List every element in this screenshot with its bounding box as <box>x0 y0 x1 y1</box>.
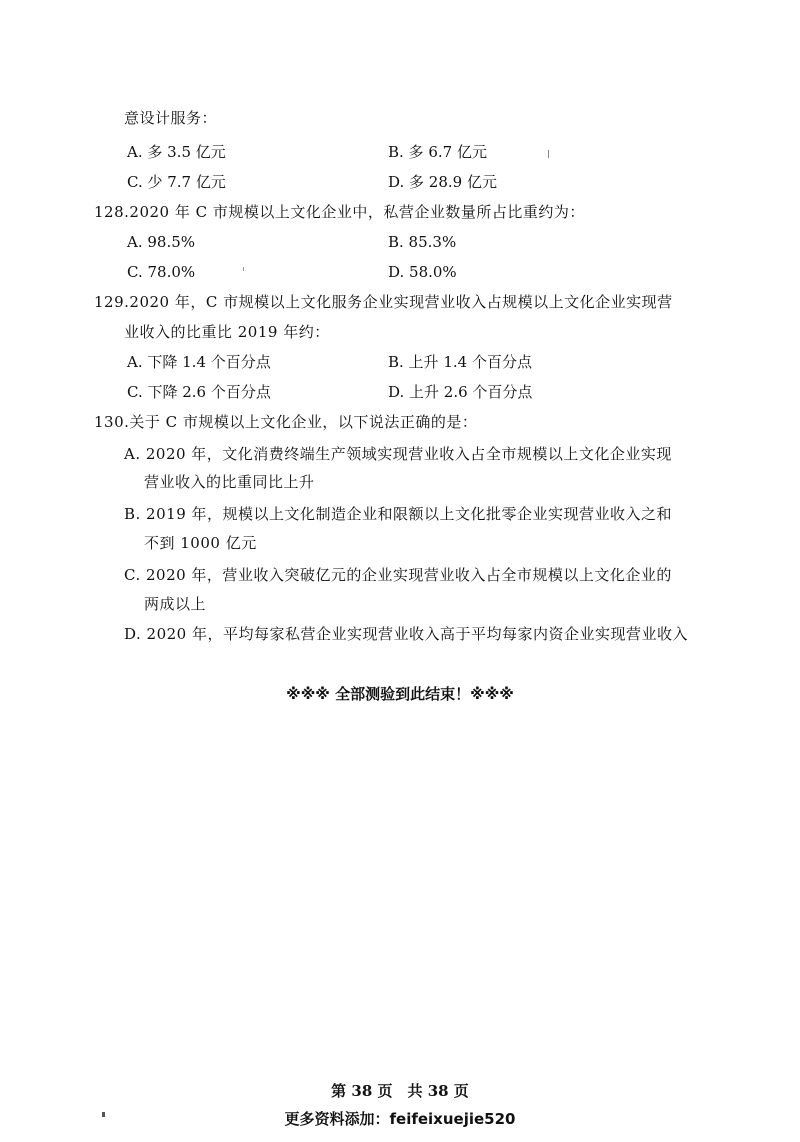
q129-option-d: D. 上升 2.6 个百分点 <box>388 383 533 401</box>
q129-option-b: B. 上升 1.4 个百分点 <box>388 353 532 371</box>
scan-speck <box>548 150 549 158</box>
q130-option-b-line1: B. 2019 年，规模以上文化制造企业和限额以上文化批零企业实现营业收入之和 <box>124 505 673 523</box>
q130-option-c-line1: C. 2020 年，营业收入突破亿元的企业实现营业收入占全市规模以上文化企业的 <box>124 566 672 584</box>
q130-option-c-line2: 两成以上 <box>144 595 207 613</box>
q128-option-c: C. 78.0% <box>127 263 196 281</box>
q128-option-b: B. 85.3% <box>388 233 457 251</box>
q127-option-d: D. 多 28.9 亿元 <box>388 173 497 191</box>
contact-line: 更多资料添加：feifeixuejie520 <box>284 1110 516 1128</box>
q129-option-c: C. 下降 2.6 个百分点 <box>127 383 271 401</box>
q128-option-d: D. 58.0% <box>388 263 457 281</box>
q130-option-a-line1: A. 2020 年，文化消费终端生产领域实现营业收入占全市规模以上文化企业实现 <box>124 445 672 463</box>
q129-stem-line1: 129.2020 年，C 市规模以上文化服务企业实现营业收入占规模以上文化企业实现营 <box>94 293 673 311</box>
q128-stem: 128.2020 年 C 市规模以上文化企业中，私营企业数量所占比重约为： <box>94 203 585 221</box>
q129-stem-line2: 业收入的比重比 2019 年约： <box>124 323 330 341</box>
q130-stem: 130.关于 C 市规模以上文化企业，以下说法正确的是： <box>94 413 478 431</box>
q130-option-a-line2: 营业收入的比重同比上升 <box>144 473 315 491</box>
q127-option-c: C. 少 7.7 亿元 <box>127 173 226 191</box>
q127-continuation: 意设计服务： <box>124 109 218 127</box>
q130-option-d-line1: D. 2020 年，平均每家私营企业实现营业收入高于平均每家内资企业实现营业收入 <box>124 625 688 643</box>
q127-option-a: A. 多 3.5 亿元 <box>127 143 226 161</box>
page-number: 第 38 页 共 38 页 <box>331 1082 469 1100</box>
q129-option-a: A. 下降 1.4 个百分点 <box>127 353 271 371</box>
q128-option-a: A. 98.5% <box>127 233 196 251</box>
scan-speck <box>102 1112 105 1117</box>
end-of-test-text: ※※※ 全部测验到此结束！※※※ <box>286 685 514 703</box>
q127-option-b: B. 多 6.7 亿元 <box>388 143 487 161</box>
q130-option-b-line2: 不到 1000 亿元 <box>144 534 257 552</box>
scan-speck <box>243 267 244 271</box>
